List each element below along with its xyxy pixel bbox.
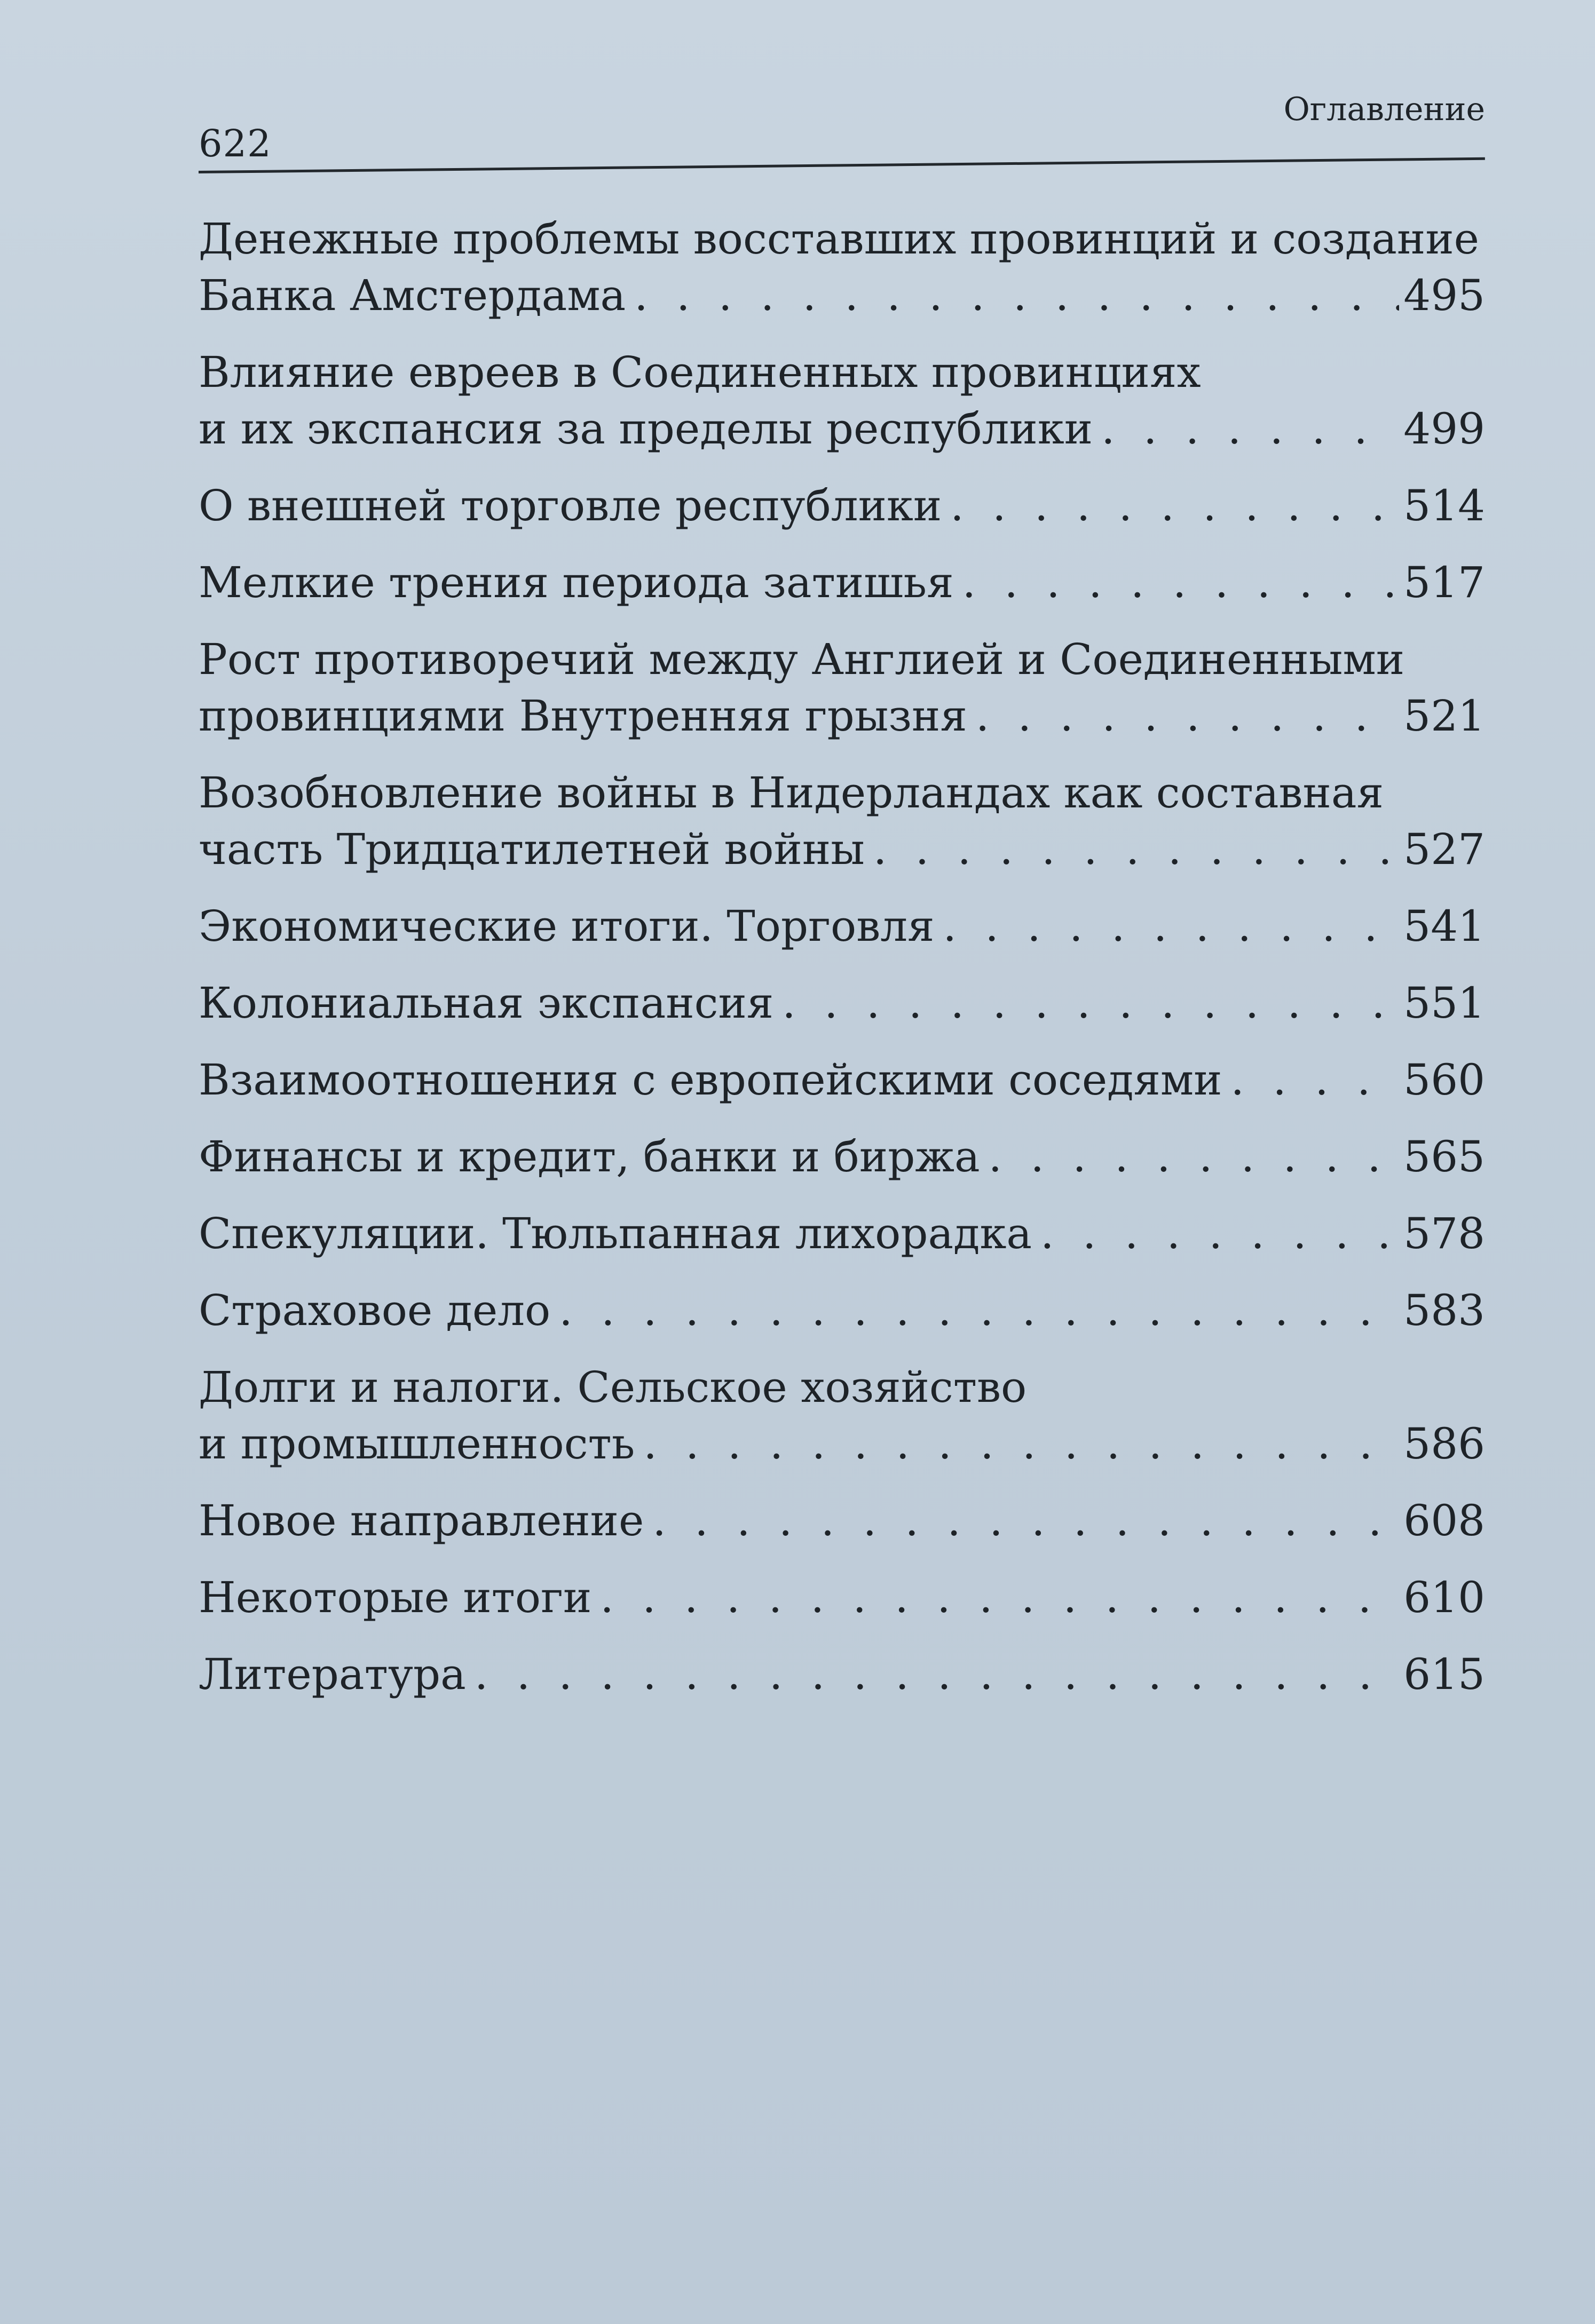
toc-entry-page: 583 [1403,1286,1485,1335]
toc-entry-page: 495 [1403,271,1485,320]
toc-entry-page: 615 [1403,1649,1485,1699]
toc-entry-title: Взаимоотношения с европейскими соседями [199,1055,1222,1105]
toc-entry [199,1359,1485,1472]
toc-entry-title: О внешней торговле республики [199,481,942,530]
toc-entry [199,898,1485,955]
toc-entry-title-line2: и их экспансия за пределы республики [199,404,1093,454]
toc-entry [199,554,1485,611]
toc-entry-page: 517 [1403,558,1485,607]
toc-entry-title: Мелкие трения периода затишья [199,558,954,607]
toc-entry-title-line2: провинциями Внутренняя грызня [199,691,967,741]
toc-entry-title-line2: и промышленность [199,1419,635,1469]
toc-entry-title-line1: Денежные проблемы восставших провинций и создание [199,214,1479,264]
toc-entry-title-line1: Рост противоречий между Англией и Соединенными [199,634,1405,684]
dot-leader [643,1416,1399,1472]
dot-leader [475,1646,1399,1703]
toc-entry [199,1052,1485,1108]
dot-leader [989,1129,1400,1185]
toc-entry-title-line2: Банка Амстердама [199,271,626,320]
header-rule [199,157,1485,173]
toc-entry [199,478,1485,534]
toc-entry-title: Экономические итоги. Торговля [199,901,935,951]
page-number: 622 [199,122,272,165]
toc-entry-title-line1: Долги и налоги. Сельское хозяйство [199,1362,1027,1412]
dot-leader [600,1569,1399,1626]
dot-leader [559,1282,1399,1339]
toc-entry [199,1282,1485,1339]
dot-leader [634,267,1399,324]
toc-entry-page: 527 [1403,824,1485,874]
dot-leader [782,975,1399,1032]
dot-leader [1040,1205,1399,1262]
toc-entry-page: 521 [1403,691,1485,741]
toc-entry-title: Спекуляции. Тюльпанная лихорадка [199,1209,1032,1258]
toc-entry [199,975,1485,1032]
toc-entry [199,344,1485,457]
toc-entry-title: Страховое дело [199,1286,551,1335]
toc-entry [199,1129,1485,1185]
toc-entry [199,631,1485,744]
toc-entry-title: Финансы и кредит, банки и биржа [199,1132,980,1181]
toc-entry-page: 608 [1403,1496,1485,1545]
running-title: Оглавление [1283,91,1485,128]
dot-leader [943,898,1400,955]
dot-leader [962,554,1400,611]
toc-entry [199,1205,1485,1262]
toc-entry-title: Литература [199,1649,466,1699]
dot-leader [873,821,1399,878]
toc-entry-page: 560 [1403,1055,1485,1105]
toc-entry [199,1493,1485,1549]
toc-entry-title: Колониальная экспансия [199,978,774,1028]
toc-entry-title: Некоторые итоги [199,1573,592,1622]
toc-entry-title-line1: Влияние евреев в Соединенных провинциях [199,347,1201,397]
toc-entry-page: 514 [1403,481,1485,530]
dot-leader [950,478,1399,534]
toc-entry-title-line1: Возобновление войны в Нидерландах как составная [199,768,1384,818]
toc-entry-page: 499 [1403,404,1485,454]
toc-entry-page: 565 [1403,1132,1485,1181]
toc-entry-title-line2: часть Тридцатилетней войны [199,824,865,874]
dot-leader [976,688,1399,744]
dot-leader [1230,1052,1399,1108]
table-of-contents [199,211,1485,1723]
toc-entry [199,765,1485,878]
page-header [199,91,1485,187]
toc-entry [199,1569,1485,1626]
toc-entry-page: 586 [1403,1419,1485,1469]
toc-entry-page: 610 [1403,1573,1485,1622]
dot-leader [1101,401,1399,457]
toc-entry [199,1646,1485,1703]
toc-entry-page: 541 [1403,901,1485,951]
toc-entry-page: 551 [1403,978,1485,1028]
dot-leader [652,1493,1399,1549]
toc-entry-page: 578 [1403,1209,1485,1258]
toc-entry [199,211,1485,324]
toc-entry-title: Новое направление [199,1496,644,1545]
